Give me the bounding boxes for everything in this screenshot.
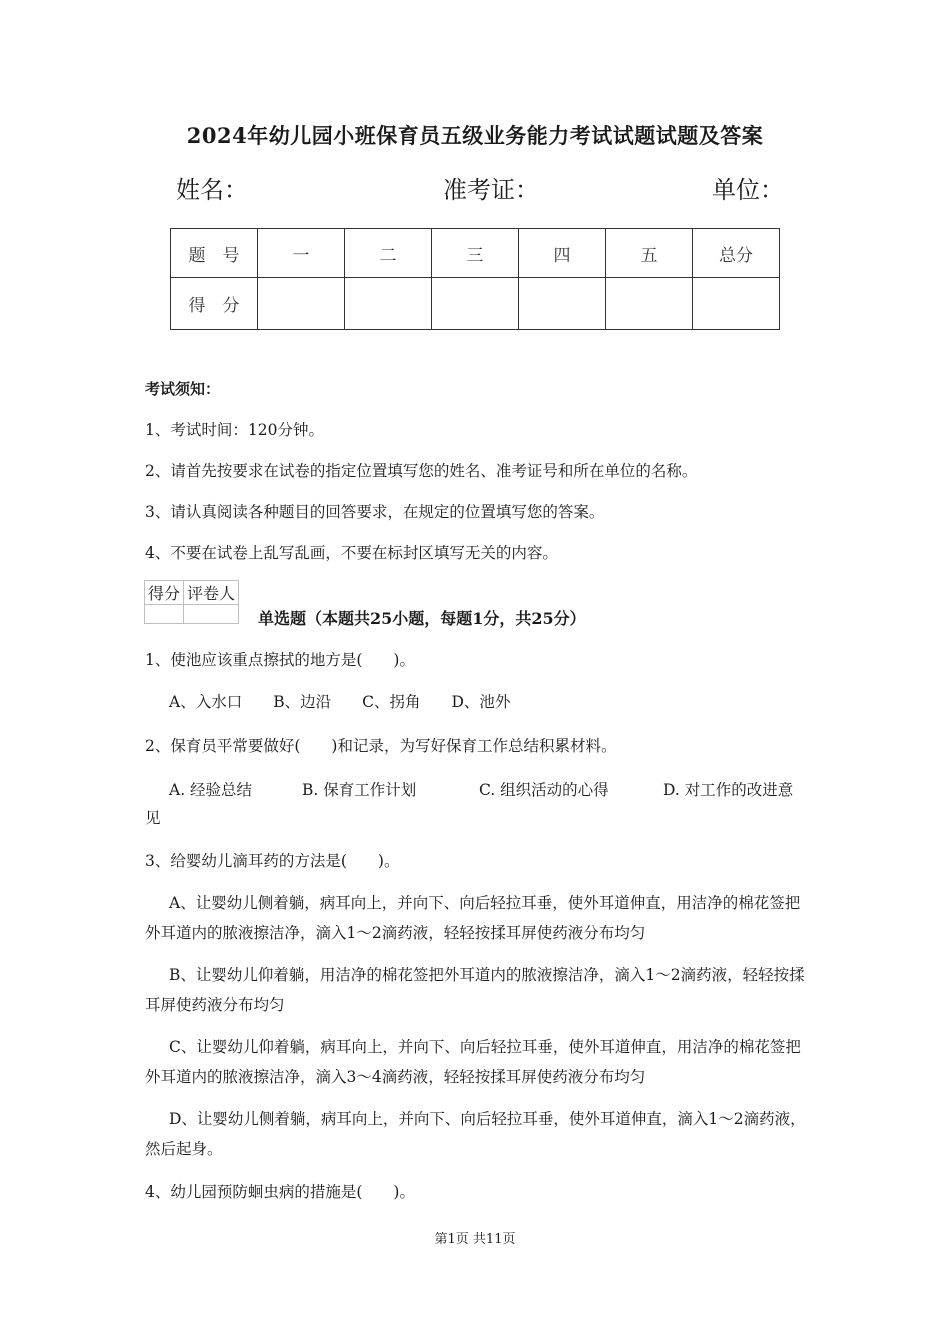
score-header-5: 五 [606,229,693,278]
question-2-option-d: D. 对工作的改进意 [663,781,794,799]
score-header-1: 一 [258,229,345,278]
grader-score-label: 得分 [145,581,184,605]
exam-number-label: 准考证： [443,176,539,204]
notice-item: 1、考试时间：120分钟。 [145,421,324,439]
question-1-stem: 1、使池应该重点擦拭的地方是( )。 [145,651,415,669]
score-header-2: 二 [345,229,432,278]
notice-heading: 考试须知： [145,380,221,398]
exam-title: 2024年幼儿园小班保育员五级业务能力考试试题试题及答案 [186,123,764,148]
question-4-stem: 4、幼儿园预防蛔虫病的措施是( )。 [145,1183,415,1201]
notice-item: 4、不要在试卷上乱写乱画，不要在标封区填写无关的内容。 [145,544,558,562]
question-3-option-c: C、让婴幼儿仰着躺，病耳向上，并向下、向后轻拉耳垂，使外耳道伸直，用洁净的棉花签把外耳道内的脓液擦洁净，滴入3～4滴药液，轻轻按揉耳屏使药液分布均匀 [145,1038,801,1086]
grader-box [144,580,239,624]
score-header-4: 四 [519,229,606,278]
score-cell[interactable] [345,278,432,330]
question-3-stem: 3、给婴幼儿滴耳药的方法是( )。 [145,852,400,870]
score-cell[interactable] [606,278,693,330]
question-3-option-b: B、让婴幼儿仰着躺，用洁净的棉花签把外耳道内的脓液擦洁净，滴入1～2滴药液，轻轻按揉耳屏使药液分布均匀 [145,966,805,1014]
score-row-label: 得 分 [171,278,258,330]
score-table [170,228,780,330]
notice-item: 3、请认真阅读各种题目的回答要求，在规定的位置填写您的答案。 [145,503,605,521]
section-title: 单选题（本题共25小题，每题1分，共25分） [258,609,586,628]
question-2-option-c: C. 组织活动的心得 [479,781,609,799]
grader-score-cell[interactable] [145,605,184,624]
question-2-stem: 2、保育员平常要做好( )和记录，为写好保育工作总结积累材料。 [145,737,617,755]
notice-item: 2、请首先按要求在试卷的指定位置填写您的姓名、准考证号和所在单位的名称。 [145,462,698,480]
score-cell[interactable] [519,278,606,330]
question-2-option-b: B. 保育工作计划 [302,781,417,799]
grader-reviewer-cell[interactable] [184,605,239,624]
question-3-option-a: A、让婴幼儿侧着躺，病耳向上，并向下、向后轻拉耳垂，使外耳道伸直，用洁净的棉花签把外耳道内的脓液擦洁净，滴入1～2滴药液，轻轻按揉耳屏使药液分布均匀 [145,894,801,942]
score-cell[interactable] [432,278,519,330]
name-label: 姓名： [176,176,248,204]
question-2-option-d-cont: 见 [145,809,161,827]
grader-reviewer-label: 评卷人 [184,581,239,605]
page-footer: 第1页 共11页 [434,1232,516,1247]
score-cell[interactable] [258,278,345,330]
question-3-option-d: D、让婴幼儿侧着躺，病耳向上，并向下、向后轻拉耳垂，使外耳道伸直，滴入1～2滴药液，然后起身。 [145,1110,806,1158]
score-header-total: 总分 [693,229,780,278]
score-header-label: 题 号 [171,229,258,278]
score-header-3: 三 [432,229,519,278]
unit-label: 单位： [712,176,784,204]
question-2-option-a: A. 经验总结 [169,781,253,799]
question-1-options: A、入水口 B、边沿 C、拐角 D、池外 [169,693,511,711]
score-cell[interactable] [693,278,780,330]
